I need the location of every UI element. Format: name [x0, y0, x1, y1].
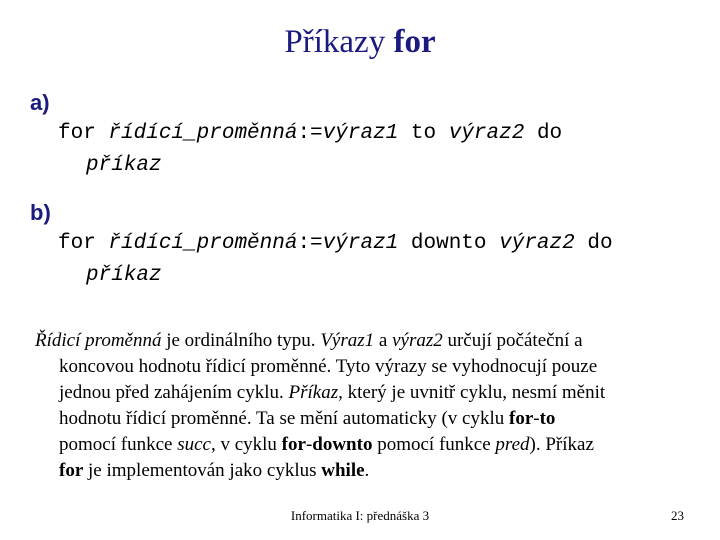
para-line-3: jednou před zahájením cyklu. Příkaz, který je uvnitř cyklu, nesmí měnit: [59, 382, 606, 403]
para-line-5: pomocí funkce succ, v cyklu for-downto pomocí funkce pred). Příkaz: [59, 434, 594, 455]
section-b-code: for řídící_proměnná:=výraz1 downto výraz2 do příkaz: [58, 232, 613, 287]
para-line-6: for je implementován jako cyklus while.: [59, 460, 370, 481]
explanation-paragraph: [35, 328, 695, 484]
section-a-code: for řídící_proměnná:=výraz1 to výraz2 do příkaz: [58, 122, 563, 177]
section-b-label: b): [30, 200, 51, 225]
slide-title: Příkazy for: [284, 24, 436, 60]
section-a-label: a): [30, 90, 50, 115]
para-line-2: koncovou hodnotu řídicí proměnné. Tyto výrazy se vyhodnocují pouze: [59, 356, 598, 377]
para-line-4: hodnotu řídicí proměnné. Ta se mění automaticky (v cyklu for-to: [59, 408, 556, 429]
para-line-1: Řídicí proměnná je ordinálního typu. Výraz1 a výraz2 určují počáteční a: [35, 330, 583, 351]
footer-course: Informatika I: přednáška 3: [290, 508, 430, 523]
title-keyword: for: [393, 24, 436, 60]
page-number: 23: [671, 508, 684, 523]
